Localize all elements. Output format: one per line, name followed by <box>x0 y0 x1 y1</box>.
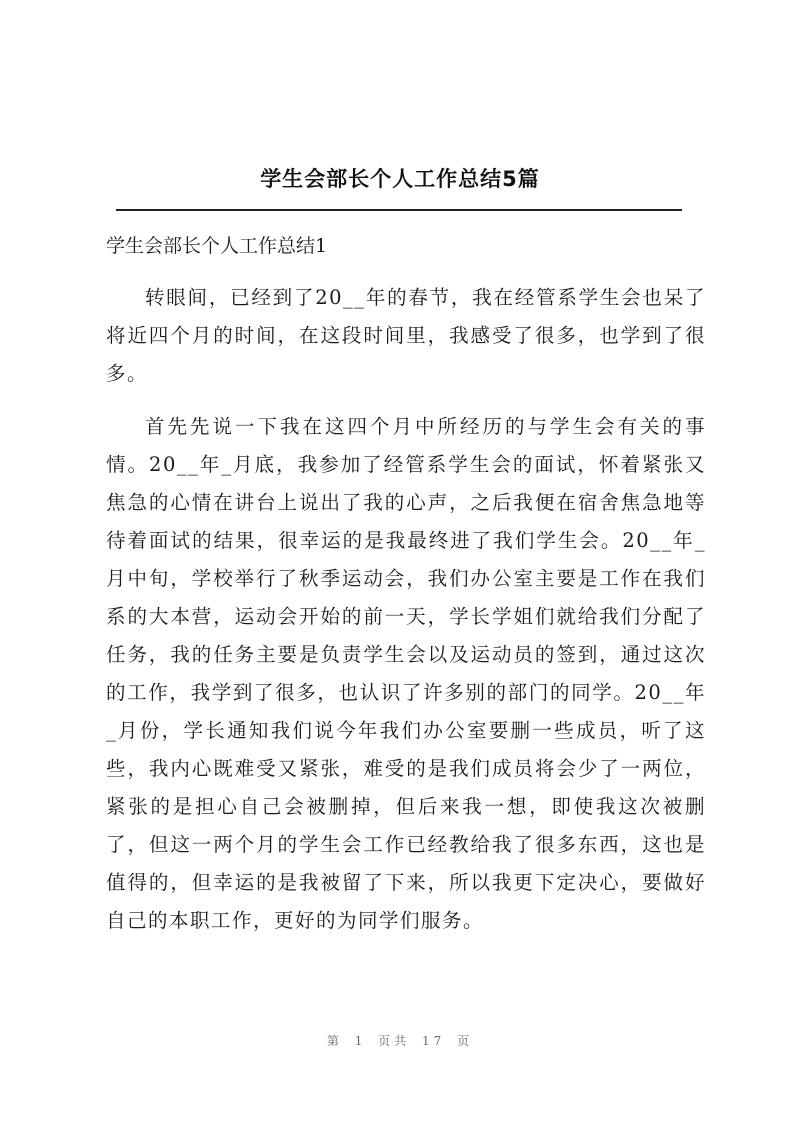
document-title: 学生会部长个人工作总结5篇 <box>260 167 540 191</box>
footer-total-pages: 17 <box>422 1034 446 1048</box>
title-divider <box>116 209 682 211</box>
page-footer <box>0 1032 800 1049</box>
section-heading: 学生会部长个人工作总结1 <box>106 235 328 257</box>
document-body <box>106 227 706 940</box>
paragraph-1: 转眼间，已经到了20__年的春节，我在经管系学生会也呆了将近四个月的时间，在这段时间里，我感受了很多，也学到了很多。 <box>106 286 706 385</box>
footer-suffix: 页 <box>457 1034 474 1048</box>
paragraph-2: 首先先说一下我在这四个月中所经历的与学生会有关的事情。20__年_月底，我参加了经管系学生会的面试，怀着紧张又焦急的心情在讲台上说出了我的心声，之后我便在宿舍焦急地等待着面试的结果，很幸运的是我最终进了我们学生会。20__年_月中旬，学校举行了秋季运动会，我们办公室主要是工作在我们系的大本营，运动会开始的前一天，学长学姐们就给我们分配了任务，我的任务主要是负责学生会以及运动员的签到，通过这次的工作，我学到了很多，也认识了许多别的部门的同学。20__年_月份，学长通知我们说今年我们办公室要删一些成员，听了这些，我内心既难受又紧张，难受的是我们成员将会少了一两位，紧张的是担心自己会被删掉，但后来我一想，即使我这次被删了，但这一两个月的学生会工作已经教给我了很多东西，这也是值得的，但幸运的是我被留了下来，所以我更下定决心，要做好自己的本职工作，更好的为同学们服务。 <box>106 415 706 932</box>
footer-page-number: 1 <box>354 1034 367 1048</box>
footer-prefix: 第 <box>326 1034 343 1048</box>
footer-middle: 页共 <box>378 1034 411 1048</box>
